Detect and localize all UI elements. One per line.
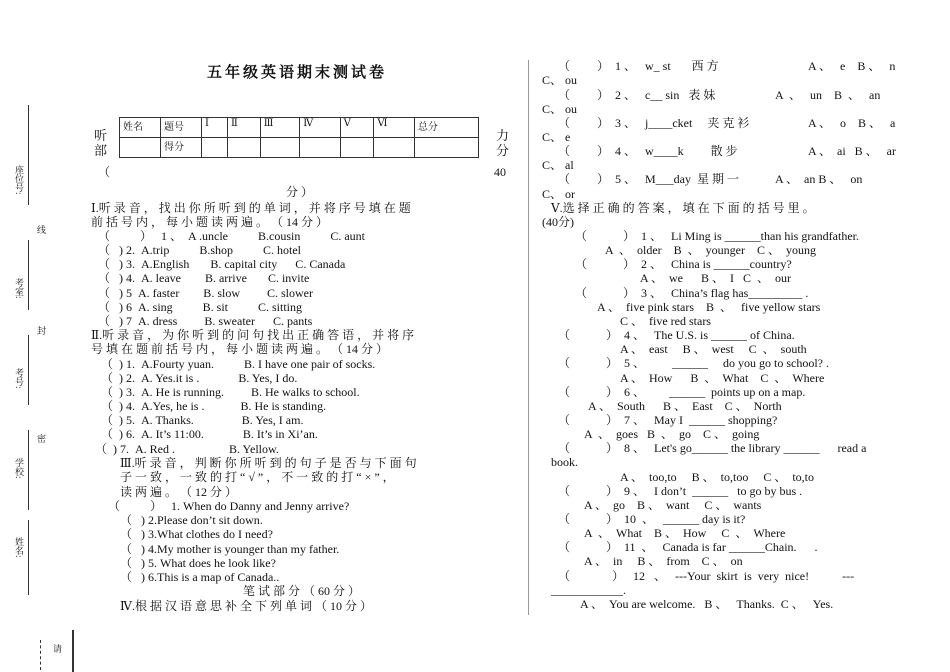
section5-line: A 、 goes B 、 go C 、 going <box>584 427 760 441</box>
score-cell-value-3[interactable] <box>260 138 300 158</box>
section4-question-4-option-c: C、 al <box>542 158 574 172</box>
section4-question-1: （ ） 1 、 w_ st 西 方 <box>558 59 719 73</box>
binding-mark-feng: 封 <box>36 326 46 335</box>
binding-room-line <box>28 240 29 310</box>
score-cell-roman-6: Ⅵ <box>374 118 414 138</box>
score-cell-question-label: 题号 <box>161 118 202 138</box>
section1-question-4: （ ) 4. A. leave B. arrive C. invite <box>98 271 310 285</box>
score-table-header-row <box>120 118 479 138</box>
section4-question-2: （ ） 2 、 c__ sin 表 妹 <box>558 88 716 102</box>
section4-question-5-option-c: C、 or <box>542 187 576 201</box>
section1-heading-line2: 前 括 号 内 ， 每 小 题 读 两 遍 。 （ 14 分 ） <box>91 215 329 229</box>
score-cell-roman-4: Ⅳ <box>300 118 340 138</box>
section1-question-6: （ ) 6 A. sing B. sit C. sitting <box>98 300 303 314</box>
section2-question-1: （ ) 1. A.Fourty yuan. B. I have one pair of socks. <box>101 357 376 371</box>
section4-question-2-option-c: C、 ou <box>542 102 578 116</box>
score-cell-value-1[interactable] <box>202 138 228 158</box>
section5-line: A 、 in B 、 from C 、 on <box>584 554 743 568</box>
section2-question-2: （ ) 2. A. Yes.it is . B. Yes, I do. <box>101 371 298 385</box>
section4-heading: Ⅳ.根 据 汉 语 意 思 补 全 下 列 单 词 （ 10 分 ） <box>120 599 372 613</box>
listening-label-fen: 分 <box>496 143 510 158</box>
binding-examno-label: 考号: <box>14 368 24 389</box>
binding-name-label: 姓名: <box>14 537 24 558</box>
section5-line: A 、 five pink stars B 、 five yellow stars <box>597 300 821 314</box>
section4-question-3-options: A 、 o B 、 a <box>808 116 896 130</box>
section1-question-2: （ ) 2. A.trip B.shop C. hotel <box>98 243 301 257</box>
section5-line: （ ） 4 、 The U.S. is ______ of China. <box>558 328 795 342</box>
listening-label-bu: 部 <box>94 143 108 158</box>
score-cell-roman-5: Ⅴ <box>340 118 374 138</box>
section3-question-5: （ ) 5. What does he look like? <box>120 556 276 570</box>
section3-question-6: （ ) 6.This is a map of Canada.. <box>120 570 280 584</box>
written-part-heading: 笔 试 部 分 （ 60 分 ） <box>243 584 361 598</box>
score-cell-score-label: 得分 <box>161 138 202 158</box>
score-cell-value-total[interactable] <box>414 138 478 158</box>
section3-heading-line1: Ⅲ.听 录 音 ， 判 断 你 所 听 到 的 句 子 是 否 与 下 面 句 <box>120 456 417 470</box>
section5-line: A 、 You are welcome. B 、 Thanks. C 、 Yes. <box>580 597 834 611</box>
section3-question-4: （ ) 4.My mother is younger than my father. <box>120 542 340 556</box>
section5-line: ____________. <box>551 583 626 597</box>
section3-question-2: （ ) 2.Please don’t sit down. <box>120 513 263 527</box>
section2-question-4: （ ) 4. A.Yes, he is . B. He is standing. <box>101 399 327 413</box>
binding-school-label: 学校: <box>14 458 24 479</box>
binding-seat-label: 座位号: <box>14 165 24 195</box>
section5-line: book. <box>551 455 578 469</box>
section5-heading-line1: Ⅴ.选 择 正 确 的 答 案 ， 填 在 下 面 的 括 号 里 。 <box>551 201 815 215</box>
section4-question-3-option-c: C、 e <box>542 130 571 144</box>
section2-question-6: （ ) 6. A. It’s 11:00. B. It’s in Xi’an. <box>101 427 318 441</box>
section4-question-5-options: A 、 an B 、 on <box>775 172 863 186</box>
section5-line: （ ） 10 、 ______ day is it? <box>558 512 746 526</box>
score-cell-value-5[interactable] <box>340 138 374 158</box>
section1-question-7: （ ) 7 A. dress B. sweater C. pants <box>98 314 313 328</box>
section1-question-1: （ ） 1 、 A .uncle B.cousin C. aunt <box>98 229 365 243</box>
listening-label-li: 力 <box>496 128 510 143</box>
section2-question-3: （ ) 3. A. He is running. B. He walks to school. <box>101 385 360 399</box>
section2-heading-line2: 号 填 在 题 前 括 号 内 ， 每 小 题 读 两 遍 。 （ 14 分 ） <box>91 342 389 356</box>
listening-label-paren: （ <box>98 165 111 179</box>
binding-seat-line <box>28 105 29 205</box>
binding-please-text: 请 <box>53 644 63 654</box>
section5-line: （ ） 1 、 Li Ming is ______than his grandfather. <box>575 229 859 243</box>
binding-school-line <box>28 430 29 510</box>
section4-question-5: （ ） 5 、 M___day 星 期 一 <box>558 172 739 186</box>
section1-heading-line1: Ⅰ.听 录 音 ， 找 出 你 所 听 到 的 单 词 ， 并 将 序 号 填 在 题 <box>91 201 411 215</box>
section3-question-1: （ ） 1. When do Danny and Jenny arrive? <box>108 499 350 513</box>
score-cell-roman-2: Ⅱ <box>227 118 260 138</box>
section4-question-1-option-c: C、 ou <box>542 73 578 87</box>
section1-question-5: （ ) 5 A. faster B. slow C. slower <box>98 286 313 300</box>
score-cell-roman-1: Ⅰ <box>202 118 228 138</box>
binding-examno-line <box>28 335 29 405</box>
score-cell-value-4[interactable] <box>300 138 340 158</box>
section5-line: （ ） 5 、 ______ do you go to school? . <box>558 356 829 370</box>
score-cell-name-value[interactable] <box>120 138 161 158</box>
section5-line: （ ） 6 、 ______ points up on a map. <box>558 385 806 399</box>
listening-label-ting: 听 <box>94 128 108 143</box>
section2-question-5: （ ) 5. A. Thanks. B. Yes, I am. <box>101 413 304 427</box>
column-divider <box>528 60 529 615</box>
section3-heading-line3: 读 两 遍 。 （ 12 分 ） <box>120 485 238 499</box>
score-cell-value-6[interactable] <box>374 138 414 158</box>
section2-question-7: （ ) 7. A. Red . B. Yellow. <box>95 442 279 456</box>
score-cell-value-2[interactable] <box>227 138 260 158</box>
binding-mark-mi: 密 <box>36 434 46 443</box>
score-cell-roman-3: Ⅲ <box>260 118 300 138</box>
section5-heading-line2: (40分) <box>542 215 574 229</box>
section4-question-3: （ ） 3 、 j____cket 夹 克 衫 <box>558 116 750 130</box>
page-title: 五年级英语期末测试卷 <box>207 65 388 81</box>
section5-line: A 、 older B 、 younger C 、 young <box>605 243 816 257</box>
section4-question-1-options: A 、 e B 、 n <box>808 59 896 73</box>
section4-question-4: （ ） 4 、 w____k 散 步 <box>558 144 738 158</box>
score-table <box>119 117 479 158</box>
section3-question-3: （ ) 3.What clothes do I need? <box>120 527 273 541</box>
section5-line: A 、 How B 、 What C 、 Where <box>620 371 825 385</box>
score-cell-name-label: 姓名 <box>120 118 161 138</box>
section5-line: （ ） 9 、 I don’t ______ to go by bus . <box>558 484 803 498</box>
section5-line: C 、 five red stars <box>620 314 711 328</box>
section4-question-2-options: A 、 un B 、 an <box>775 88 881 102</box>
section5-line: （ ） 7 、 May I ______ shopping? <box>558 413 778 427</box>
binding-solid-line <box>72 630 74 672</box>
section3-heading-line2: 子 一 致 ， 一 致 的 打 “ √ ” ， 不 一 致 的 打 “ × ” ， <box>120 470 395 484</box>
section5-line: A 、 What B 、 How C 、 Where <box>584 526 786 540</box>
section5-line: A 、 South B 、 East C 、 North <box>588 399 782 413</box>
binding-name-line <box>28 520 29 595</box>
section1-question-3: （ ) 3. A.English B. capital city C. Canada <box>98 257 346 271</box>
binding-dashed-line <box>40 640 41 670</box>
listening-label-40: 40 <box>494 165 506 179</box>
section5-line: （ ） 11 、 Canada is far ______Chain. . <box>558 540 818 554</box>
listening-close-label: 分 ） <box>286 185 314 199</box>
section5-line: （ ） 3 、 China’s flag has_________ . <box>575 286 809 300</box>
section2-heading-line1: Ⅱ.听 录 音 ， 为 你 听 到 的 问 句 找 出 正 确 答 语 ， 并 将 序 <box>91 328 415 342</box>
binding-mark-xian: 线 <box>36 225 46 234</box>
score-table-score-row <box>120 138 479 158</box>
section5-line: A 、 go B 、 want C 、 wants <box>584 498 762 512</box>
section5-line: （ ） 8 、 Let's go______ the library ______ read a <box>558 441 867 455</box>
section5-line: A 、 we B 、 I C 、 our <box>640 271 791 285</box>
section5-line: （ ） 12 、 ---Your skirt is very nice! --- <box>558 569 855 583</box>
score-cell-total-label: 总分 <box>414 118 478 138</box>
section5-line: A 、 too,to B 、 to,too C 、 to,to <box>620 470 815 484</box>
section4-question-4-options: A 、 ai B 、 ar <box>808 144 896 158</box>
section5-line: A 、 east B 、 west C 、 south <box>620 342 807 356</box>
binding-room-label: 考室: <box>14 278 24 299</box>
section5-line: （ ） 2 、 China is ______country? <box>575 257 792 271</box>
